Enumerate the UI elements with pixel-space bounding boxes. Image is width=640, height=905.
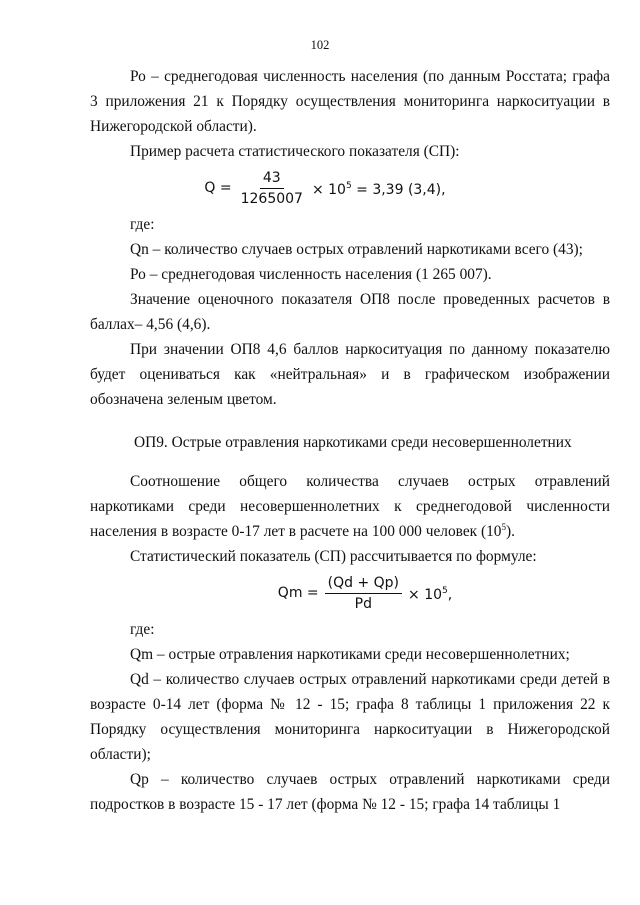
paragraph-qm-definition: Qm – острые отравления наркотиками среди несовершеннолетних; (130, 646, 570, 663)
formula-qm-result: , (447, 586, 453, 603)
formula-fraction (238, 169, 306, 208)
paragraph-qd-definition: Qd – количество случаев острых отравлений наркотиками среди детей в возрасте 0-14 лет (форма № 12 - 15; графа 8 таблицы 1 приложения 22 к Порядку осуществления мониторинга наркоситуации в Нижегородской области); (90, 671, 610, 763)
formula-times: × 10 (311, 181, 346, 198)
formula-qm-denominator: Pd (354, 595, 372, 612)
ratio-text: Соотношение общего количества случаев острых отравлений наркотиками среди несовершеннолетних к среднегодовой численности населения в возрасте 0-17 лет в расчете на 100 000 человек (10 (90, 473, 610, 540)
paragraph-op8-value: Значение оценочного показателя ОП8 после проведенных расчетов в баллах– 4,56 (4,6). (90, 291, 610, 333)
formula-qm-multiplier (408, 579, 452, 608)
section-heading-op9: ОП9. Острые отравления наркотиками среди несовершеннолетних (134, 434, 572, 451)
formula-numerator: 43 (260, 169, 284, 189)
page-number: 102 (310, 38, 330, 52)
where-label-2: где: (130, 621, 155, 638)
paragraph-op8-assessment: При значении ОП8 4,6 баллов наркоситуация по данному показателю будет оцениваться как «нейтральная» и в графическом изображении обозначена зеленым цветом. (90, 341, 610, 408)
ratio-end: ). (506, 523, 515, 540)
formula-multiplier (312, 174, 446, 203)
formula-qm-lhs: Qm = (277, 584, 319, 601)
paragraph-example-intro: Пример расчета статистического показателя (СП): (130, 143, 460, 160)
formula-qm-numerator: (Qd + Qp) (325, 574, 402, 594)
where-label: где: (130, 216, 155, 233)
formula-qm-exponent: 5 (442, 585, 448, 596)
ratio-exponent: 5 (501, 522, 507, 532)
formula-exponent: 5 (345, 180, 352, 191)
paragraph-ro-value: Ро – среднегодовая численность населения (1 265 007). (130, 266, 492, 283)
paragraph-ro-definition: Ро – среднегодовая численность населения (по данным Росстата; графа 3 приложения 21 к Порядку осуществления мониторинга наркоситуации в Нижегородской области). (90, 68, 610, 135)
formula-example (130, 164, 520, 212)
formula-qm-times: × 10 (408, 586, 443, 603)
formula-lhs: Q = (204, 179, 232, 196)
paragraph-qn-definition: Qn – количество случаев острых отравлений наркотиками всего (43); (130, 241, 583, 258)
paragraph-ratio (90, 469, 610, 544)
formula-qm-fraction (325, 574, 402, 613)
document-body (90, 64, 610, 817)
formula-qm (185, 569, 545, 617)
paragraph-qp-definition: Qp – количество случаев острых отравлений наркотиками среди подростков в возрасте 15 - 17 лет (форма № 12 - 15; графа 14 таблицы 1 (90, 771, 610, 813)
formula-result: = 3,39 (3,4), (351, 181, 446, 198)
paragraph-formula-intro: Статистический показатель (СП) рассчитывается по формуле: (130, 548, 537, 565)
formula-denominator: 1265007 (240, 190, 303, 207)
